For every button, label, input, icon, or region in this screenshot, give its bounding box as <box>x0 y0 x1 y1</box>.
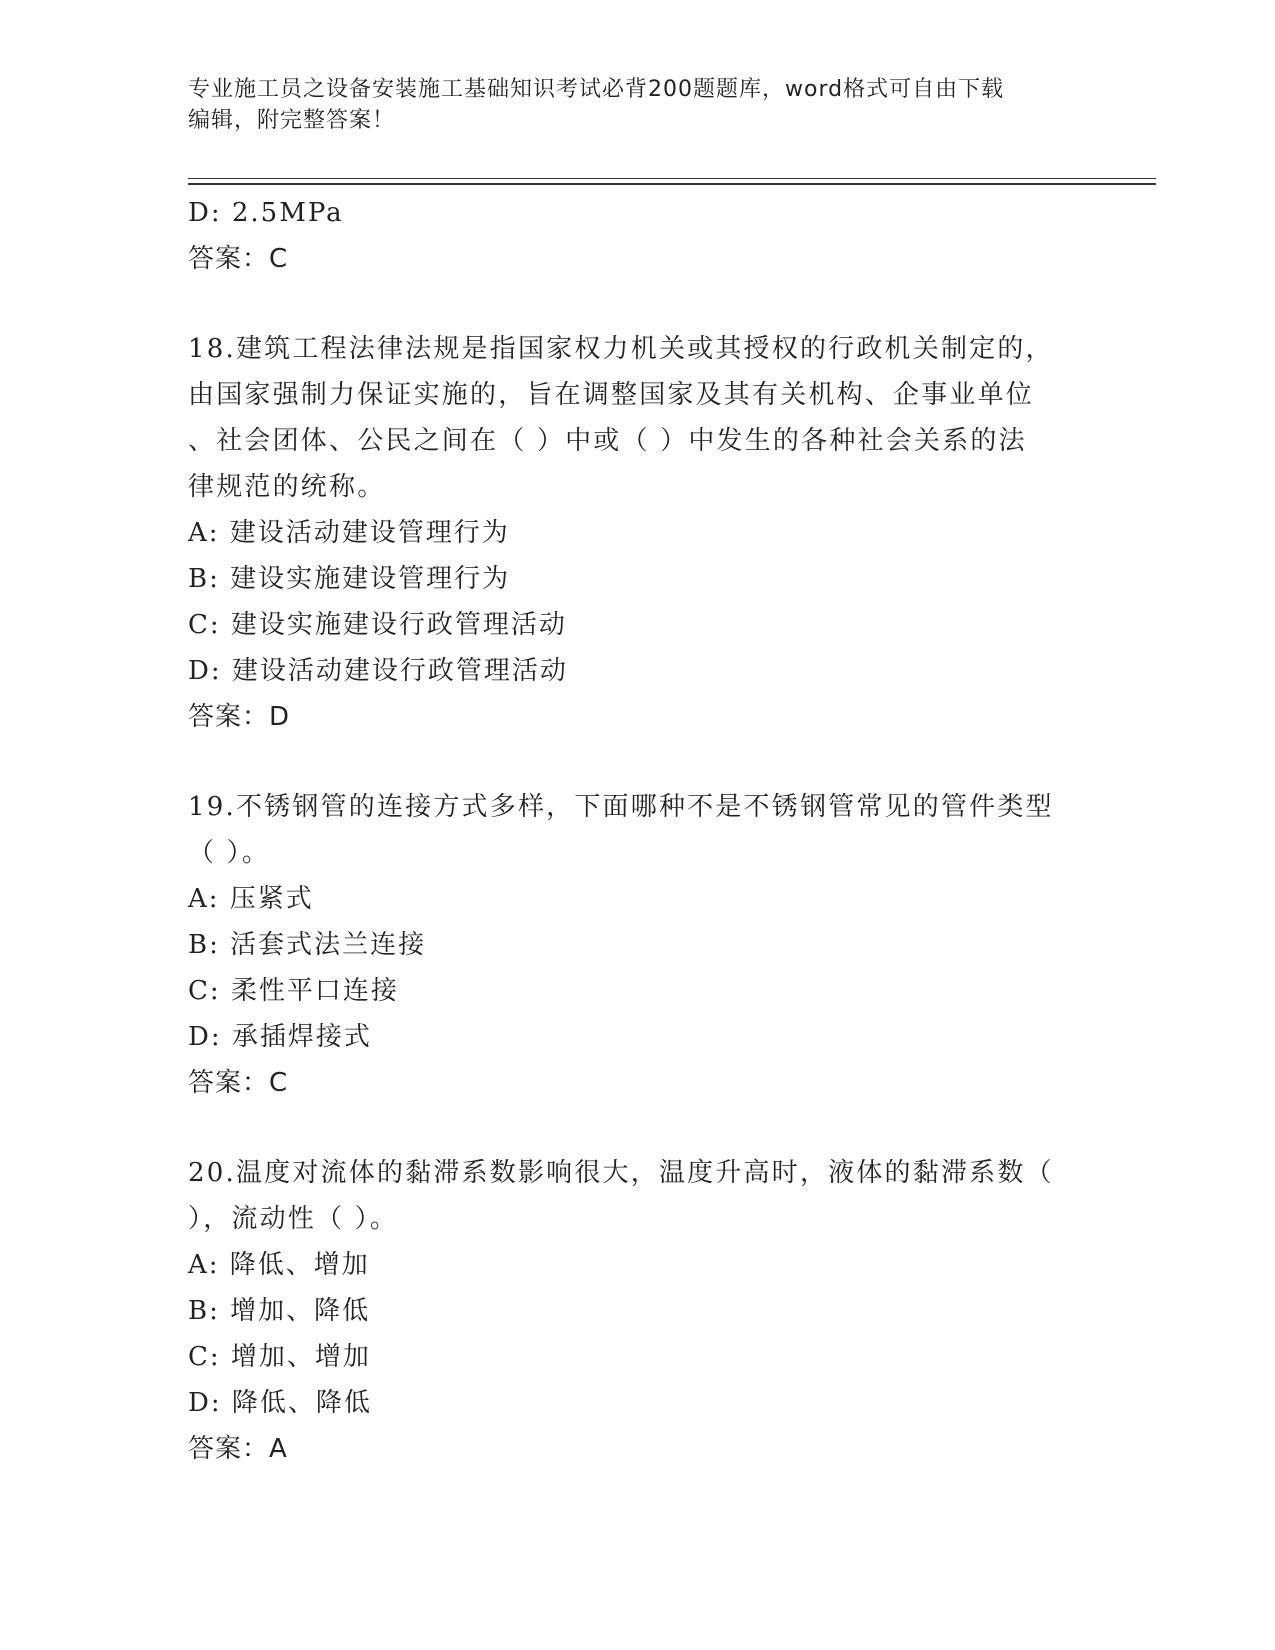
option-b: B: 增加、降低 <box>188 1296 371 1326</box>
header-divider-thick <box>188 183 1156 185</box>
question-18 <box>188 326 1088 740</box>
answer-label: 答案：C <box>188 1068 289 1098</box>
option-c: C: 柔性平口连接 <box>188 976 399 1006</box>
stem-line: 19.不锈钢管的连接方式多样，下面哪种不是不锈钢管常见的管件类型 <box>188 792 1054 822</box>
option-a: A: 建设活动建设管理行为 <box>188 518 510 548</box>
header-line-2: 编辑，附完整答案！ <box>188 108 396 133</box>
option-b: B: 活套式法兰连接 <box>188 930 427 960</box>
stem-line: 20.温度对流体的黏滞系数影响很大，温度升高时，液体的黏滞系数（ <box>188 1158 1054 1188</box>
option-b: B: 建设实施建设管理行为 <box>188 564 511 594</box>
answer-label: 答案：D <box>188 702 291 732</box>
option-c: C: 增加、增加 <box>188 1342 371 1372</box>
document-header <box>188 74 1088 136</box>
stem-line: ），流动性（ ）。 <box>188 1204 399 1234</box>
answer-label: 答案：A <box>188 1434 288 1464</box>
header-line-1: 专业施工员之设备安装施工基础知识考试必背200题题库，word格式可自由下载 <box>188 77 1005 102</box>
option-a: A: 降低、增加 <box>188 1250 370 1280</box>
stem-line: （ ）。 <box>188 838 271 868</box>
question-stem <box>188 1150 1088 1242</box>
question-content <box>188 190 1088 1472</box>
option-a: A: 压紧式 <box>188 884 314 914</box>
question-20 <box>188 1150 1088 1472</box>
stem-line: 由国家强制力保证实施的，旨在调整国家及其有关机构、企事业单位 <box>188 380 1035 410</box>
option-d: D: 降低、降低 <box>188 1388 372 1418</box>
question-19 <box>188 784 1088 1106</box>
stem-line: 18.建筑工程法律法规是指国家权力机关或其授权的行政机关制定的， <box>188 334 1054 364</box>
stem-line: 、社会团体、公民之间在（ ）中或（ ）中发生的各种社会关系的法 <box>188 426 1027 456</box>
option-d: D: 建设活动建设行政管理活动 <box>188 656 568 686</box>
option-d: D: 2.5MPa <box>188 198 344 228</box>
question-stem <box>188 326 1088 510</box>
option-d: D: 承插焊接式 <box>188 1022 372 1052</box>
option-c: C: 建设实施建设行政管理活动 <box>188 610 567 640</box>
question-stem <box>188 784 1088 876</box>
previous-question-tail <box>188 190 1088 282</box>
stem-line: 律规范的统称。 <box>188 472 386 502</box>
header-divider-thin <box>188 178 1156 179</box>
answer-label: 答案：C <box>188 244 289 274</box>
